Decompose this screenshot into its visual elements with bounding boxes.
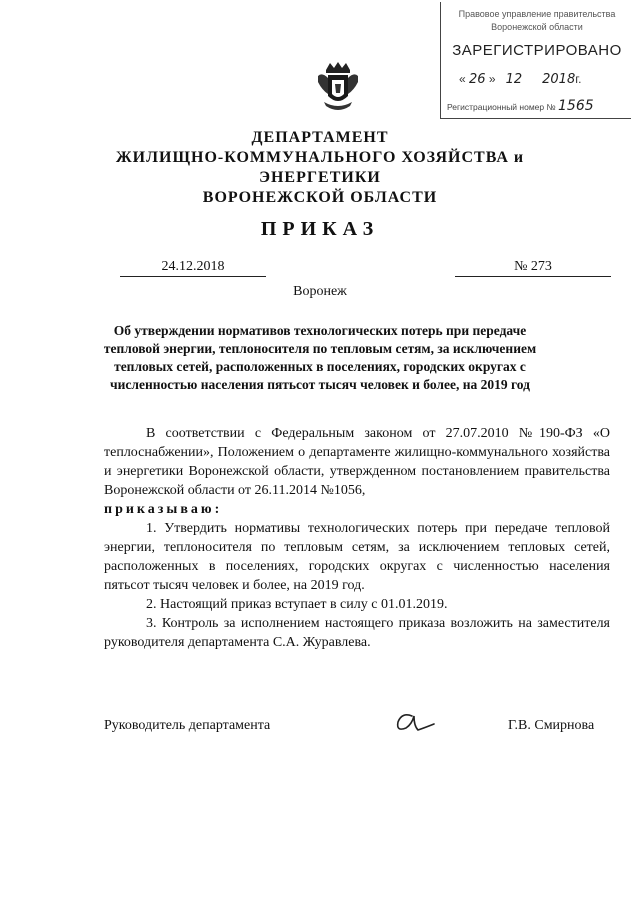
stamp-month: 12 — [505, 72, 523, 87]
order-subject — [70, 322, 570, 394]
stamp-org-line2: Воронежской области — [491, 22, 583, 32]
document-type: ПРИКАЗ — [260, 218, 380, 240]
coat-of-arms-icon — [316, 60, 360, 116]
order-date: 24.12.2018 — [120, 259, 266, 277]
dept-line-1: ДЕПАРТАМЕНТ — [251, 129, 389, 146]
stamp-organization — [447, 8, 627, 34]
stamp-reg-label: Регистрационный номер № — [447, 102, 556, 112]
order-item-1: 1. Утвердить нормативы технологических потерь при передаче тепловой энергии, теплоносителя по тепловым сетям, за исключением тепловых сетей, расположенных в поселениях, городских округах с численностью населения пятьсот тысяч человек и более, на 2019 год. — [104, 521, 610, 593]
order-number: № 273 — [455, 259, 611, 277]
subject-line-4: численностью населения пятьсот тысяч человек и более, на 2019 год — [110, 377, 530, 392]
order-directive: приказываю: — [104, 502, 223, 517]
preamble-paragraph: В соответствии с Федеральным законом от 27.07.2010 №190-ФЗ «О теплоснабжении», Положением о департаменте жилищно-коммунального хозяйства и энергетики Воронежской области, утвержденном постановлением правительства Воронежской области от 26.11.2014 №1056, — [104, 426, 610, 498]
dept-line-4: ВОРОНЕЖСКОЙ ОБЛАСТИ — [202, 189, 438, 206]
stamp-year: 2018 — [542, 72, 576, 87]
stamp-reg-number: 1565 — [558, 98, 594, 114]
stamp-org-line1: Правовое управление правительства — [458, 9, 616, 19]
order-city: Воронеж — [293, 284, 347, 299]
stamp-title: ЗАРЕГИСТРИРОВАНО — [452, 42, 622, 59]
handwritten-signature-icon — [392, 708, 438, 738]
signatory-role: Руководитель департамента — [104, 718, 271, 733]
signatory-name: Г.В. Смирнова — [508, 718, 595, 733]
dept-line-3: ЭНЕРГЕТИКИ — [259, 169, 381, 186]
registration-stamp — [440, 2, 631, 119]
dept-line-2: ЖИЛИЩНО-КОММУНАЛЬНОГО ХОЗЯЙСТВА и — [115, 149, 525, 166]
stamp-date: « 26 » 12 2018г. — [459, 72, 582, 87]
subject-line-3: тепловых сетей, расположенных в поселениях, городских округах с — [114, 359, 526, 374]
order-item-2: 2. Настоящий приказ вступает в силу с 01.01.2019. — [146, 597, 448, 612]
stamp-day: 26 — [469, 72, 486, 87]
subject-line-2: тепловой энергии, теплоносителя по тепловым сетям, за исключением — [103, 341, 537, 356]
subject-line-1: Об утверждении нормативов технологических потерь при передаче — [113, 323, 527, 338]
department-name — [60, 128, 580, 208]
stamp-registration — [447, 98, 631, 114]
order-item-3: 3. Контроль за исполнением настоящего приказа возложить на заместителя руководителя департамента С.А. Журавлева. — [104, 616, 610, 650]
order-body — [104, 424, 610, 652]
